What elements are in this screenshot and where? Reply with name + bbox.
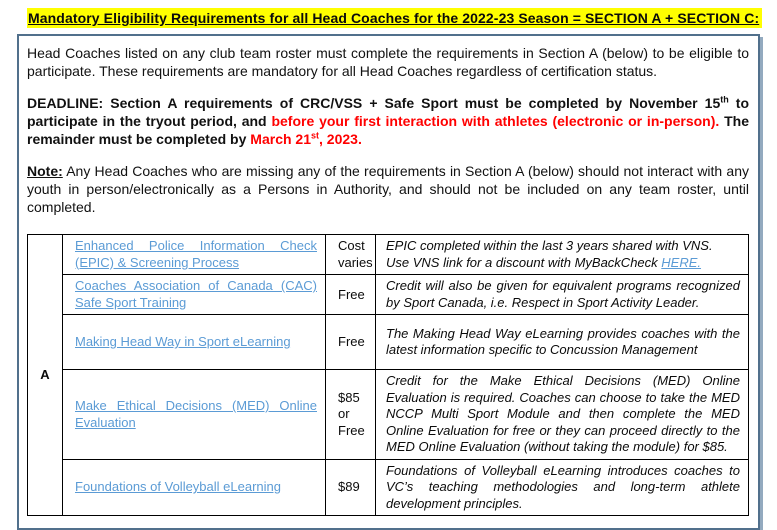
med-online-evaluation-link[interactable]: Make Ethical Decisions (MED) Online Evaluation bbox=[75, 398, 317, 430]
description-cell-epic bbox=[376, 235, 749, 275]
content-frame bbox=[17, 34, 760, 530]
deadline-red-text-1: before your first interaction with athletes (electronic or in-person). bbox=[271, 113, 720, 130]
deadline-red-date: March 21 bbox=[250, 131, 311, 148]
description-cell-foundations: Foundations of Volleyball eLearning introduces coaches to VC’s teaching methodologies and long-term athlete development principles. bbox=[376, 459, 749, 516]
table-row bbox=[28, 370, 749, 460]
mybackcheck-here-link[interactable]: HERE. bbox=[661, 254, 702, 270]
making-head-way-link[interactable]: Making Head Way in Sport eLearning bbox=[75, 334, 291, 350]
description-cell-headway: The Making Head Way eLearning provides coaches with the latest information specific to Concussion Management bbox=[376, 315, 749, 370]
cost-cell-foundations: $89 bbox=[326, 459, 376, 516]
cost-cell-epic: Cost varies bbox=[326, 235, 376, 275]
cost-cell-headway: Free bbox=[326, 315, 376, 370]
cac-safe-sport-link[interactable]: Coaches Association of Canada (CAC) Safe Sport Training bbox=[75, 278, 317, 310]
note-label: Note: bbox=[27, 163, 63, 180]
section-a-label: A bbox=[28, 235, 63, 516]
deadline-superscript-st: st bbox=[311, 130, 320, 141]
deadline-paragraph bbox=[27, 94, 749, 148]
table-row bbox=[28, 235, 749, 275]
intro-paragraph bbox=[27, 44, 749, 80]
note-text: Any Head Coaches who are missing any of the requirements in Section A (below) should not interact with any youth in person/electronically as a Persons in Authority, and should not be included on any team roster, until completed. bbox=[27, 163, 749, 216]
table-row bbox=[28, 315, 749, 370]
description-cell-cac: Credit will also be given for equivalent programs recognized by Sport Canada, i.e. Respect in Sport Activity Leader. bbox=[376, 275, 749, 315]
epic-description-line2 bbox=[386, 255, 740, 272]
description-cell-med: Credit for the Make Ethical Decisions (MED) Online Evaluation is required. Coaches can choose to take the MED NCCP Multi Sport Module and then complete the MED Online Evaluation for free or they can proceed directly to the MED Online Evaluation (without taking the module) for $85. bbox=[376, 370, 749, 460]
epic-screening-link[interactable]: Enhanced Police Information Check (EPIC) & Screening Process bbox=[75, 238, 317, 270]
epic-description-line2-text: Use VNS link for a discount with MyBackCheck bbox=[386, 254, 662, 270]
deadline-text-3: The remainder must be completed by bbox=[27, 113, 750, 148]
foundations-volleyball-link[interactable]: Foundations of Volleyball eLearning bbox=[75, 479, 281, 495]
table-row bbox=[28, 459, 749, 516]
requirement-cell-headway bbox=[63, 315, 326, 370]
requirement-cell-med bbox=[63, 370, 326, 460]
epic-description-line1: EPIC completed within the last 3 years shared with VNS. bbox=[386, 238, 713, 254]
intro-text: Head Coaches listed on any club team roster must complete the requirements in Section A (below) to be eligible to participate. These requirements are mandatory for all Head Coaches regardless of certification status. bbox=[27, 45, 749, 80]
requirements-table bbox=[27, 234, 749, 516]
deadline-text-2: to participate in the tryout period, and bbox=[27, 95, 750, 130]
requirement-cell-epic bbox=[63, 235, 326, 275]
deadline-text-1: DEADLINE: Section A requirements of CRC/VSS + Safe Sport must be completed by November 15 bbox=[27, 95, 721, 112]
deadline-red-year: , 2023. bbox=[319, 131, 362, 148]
table-row bbox=[28, 275, 749, 315]
cost-cell-cac: Free bbox=[326, 275, 376, 315]
requirement-cell-cac bbox=[63, 275, 326, 315]
document-title-text: Mandatory Eligibility Requirements for all Head Coaches for the 2022-23 Season = SECTION A + SECTION C: bbox=[27, 8, 762, 28]
note-paragraph bbox=[27, 162, 749, 216]
cost-cell-med: $85 or Free bbox=[326, 370, 376, 460]
requirement-cell-foundations bbox=[63, 459, 326, 516]
deadline-superscript-th: th bbox=[720, 94, 729, 105]
document-title bbox=[27, 10, 777, 28]
